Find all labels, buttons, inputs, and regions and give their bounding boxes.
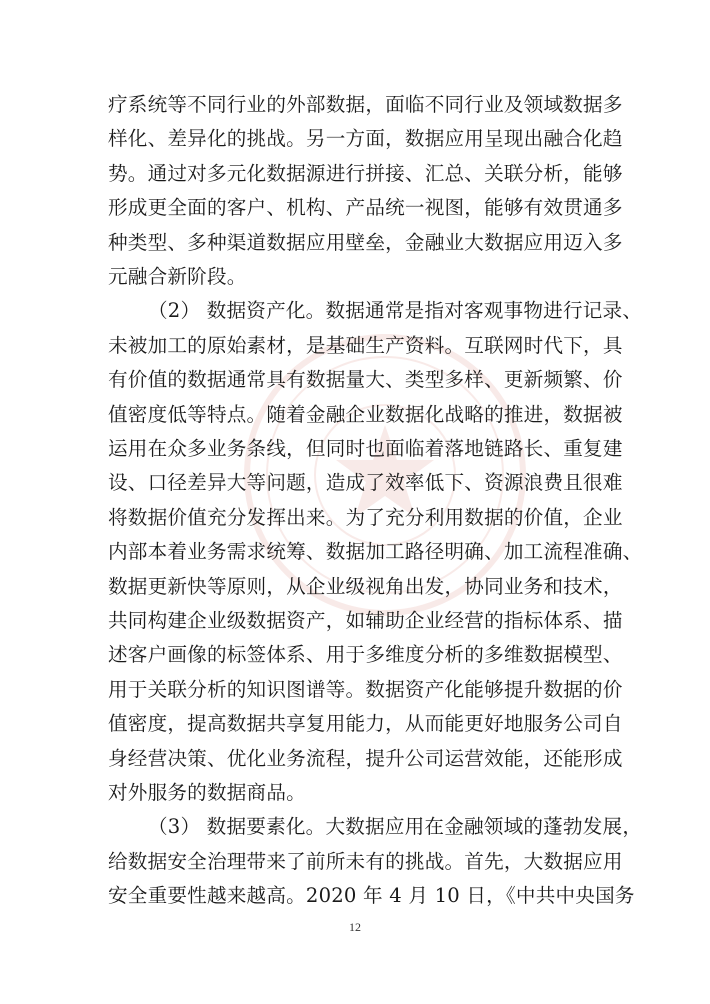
body-text-line: 元融合新阶段。 <box>108 265 247 288</box>
body-text-line: （2） 数据资产化。数据通常是指对客观事物进行记录、 <box>148 299 643 323</box>
body-text-line: 共同构建企业级数据资产，如辅助企业经营的指标体系、描 <box>108 609 623 632</box>
body-text-line: 将数据价值充分发挥出来。为了充分利用数据的价值，企业 <box>108 505 623 529</box>
body-text-line: 数据更新快等原则，从企业级视角出发，协同业务和技术， <box>108 574 623 598</box>
body-text-line: 述客户画像的标签体系、用于多维度分析的多维数据模型、 <box>108 643 623 667</box>
body-text-line: 有价值的数据通常具有数据量大、类型多样、更新频繁、价 <box>108 368 623 392</box>
body-text-line: 内部本着业务需求统筹、数据加工路径明确、加工流程准确、 <box>108 540 643 564</box>
body-text-line: 势。通过对多元化数据源进行拼接、汇总、关联分析，能够 <box>108 161 623 185</box>
body-text-line: 种类型、多种渠道数据应用壁垒，金融业大数据应用迈入多 <box>108 230 623 254</box>
body-text-line: 设、口径差异大等问题，造成了效率低下、资源浪费且很难 <box>108 471 623 495</box>
page-number: 12 <box>349 920 361 934</box>
body-text-line: 运用在众多业务条线，但同时也面临着落地链路长、重复建 <box>108 437 623 460</box>
body-text-line: 值密度，提高数据共享复用能力，从而能更好地服务公司自 <box>108 712 623 736</box>
body-text-line: 用于关联分析的知识图谱等。数据资产化能够提升数据的价 <box>108 677 623 701</box>
body-text-line: 给数据安全治理带来了前所未有的挑战。首先，大数据应用 <box>108 849 623 873</box>
body-text-line: 值密度低等特点。随着金融企业数据化战略的推进，数据被 <box>108 402 623 426</box>
body-text-line: 疗系统等不同行业的外部数据，面临不同行业及领域数据多 <box>108 93 623 116</box>
body-text-line: 未被加工的原始素材，是基础生产资料。互联网时代下，具 <box>108 333 623 357</box>
body-text-line: 身经营决策、优化业务流程，提升公司运营效能，还能形成 <box>108 746 623 770</box>
body-text-line: 样化、差异化的挑战。另一方面，数据应用呈现出融合化趋 <box>108 127 623 151</box>
body-text-line: 形成更全面的客户、机构、产品统一视图，能够有效贯通多 <box>108 196 623 220</box>
body-text-line: 安全重要性越来越高。2020 年 4 月 10 日，《中共中央国务 <box>108 884 635 908</box>
body-text-line: （3） 数据要素化。大数据应用在金融领域的蓬勃发展， <box>148 815 643 839</box>
body-text-line: 对外服务的数据商品。 <box>108 781 306 804</box>
